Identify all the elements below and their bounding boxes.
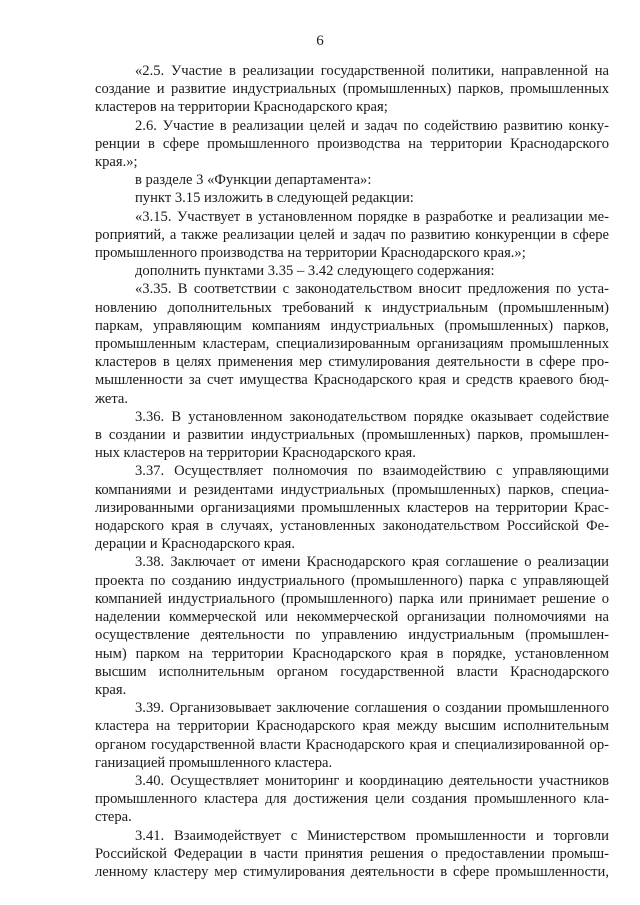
paragraph-line: 2.6. Участие в реализации целей и задач по содействию развитию конку- [135, 117, 609, 134]
paragraph-line: 3.38. Заключает от имени Краснодарского края соглашение о реализации [135, 554, 609, 571]
paragraph-line: кластеров на территории Краснодарского края; [95, 99, 388, 116]
paragraph-line: ных кластеров на территории Краснодарского края. [95, 445, 416, 462]
paragraph-line: промышленного производства на территории Краснодарского края.»; [95, 245, 526, 262]
paragraph-line: ренции в сфере промышленного производства на территории Краснодарского [95, 135, 609, 152]
paragraph [95, 827, 609, 882]
paragraph-line: «3.15. Участвует в установленном порядке в разработке и реализации ме- [135, 208, 609, 225]
document-body [95, 62, 609, 881]
paragraph [95, 462, 609, 553]
paragraph [95, 117, 609, 172]
paragraph-line: 3.39. Организовывает заключение соглашения о создании промышленного [135, 700, 609, 717]
paragraph-line: стера. [95, 809, 132, 826]
paragraph-line: лизированными организациями промышленных кластеров на территории Крас- [95, 499, 609, 516]
page-number: 6 [316, 33, 324, 49]
paragraph [95, 699, 609, 772]
paragraph-line: мышленности за счет имущества Краснодарского края и средств краевого бюд- [95, 372, 609, 389]
paragraph-line: Российской Федерации в части принятия решения о предоставлении промыш- [95, 845, 609, 862]
paragraph-line: ным) парком на территории Краснодарского края в порядке, установленном [95, 645, 609, 662]
paragraph-line: промышленного кластера для достижения цели создания промышленного кла- [95, 791, 609, 808]
paragraph-line: компанией индустриального (промышленного) парка или принимает решение о [95, 590, 609, 607]
paragraph-line: компаниями и резидентами индустриальных (промышленных) парков, специа- [95, 481, 609, 498]
paragraph [95, 280, 609, 407]
paragraph-line: «2.5. Участие в реализации государственной политики, направленной на [135, 63, 609, 79]
paragraph-line: осуществление деятельности по управлению индустриальным (промышлен- [95, 627, 609, 644]
paragraph-line: проекта по созданию индустриального (промышленного) парка с управляющей [95, 572, 609, 589]
paragraph-line: «3.35. В соответствии с законодательством вносит предложения по уста- [135, 281, 609, 298]
paragraph-line: нодарского края в случаях, установленных законодательством Российской Фе- [95, 518, 609, 535]
paragraph [95, 171, 609, 189]
paragraph-line: края.»; [95, 154, 138, 171]
paragraph-line: новлению дополнительных требований к индустриальным (промышленным) [95, 299, 609, 316]
paragraph [95, 408, 609, 463]
paragraph-line: 3.41. Взаимодействует с Министерством промышленности и торговли [135, 827, 609, 844]
paragraph-line: дерации и Краснодарского края. [95, 536, 296, 553]
paragraph [95, 62, 609, 117]
paragraph [95, 772, 609, 827]
paragraph [95, 189, 609, 207]
paragraph-line: дополнить пунктами 3.35 – 3.42 следующего содержания: [135, 263, 495, 280]
paragraph-line: ганизацией промышленного кластера. [95, 754, 333, 771]
paragraph-line: в создании и развитии индустриальных (промышленных) парков, промышлен- [95, 427, 609, 444]
paragraph [95, 553, 609, 699]
paragraph-line: паркам, управляющим компаниям индустриальных (промышленных) парков, [95, 317, 609, 334]
paragraph-line: края. [95, 681, 127, 698]
paragraph-line: 3.37. Осуществляет полномочия по взаимодействию с управляющими [135, 463, 609, 480]
paragraph-line: высшим исполнительным органом государственной власти Краснодарского [95, 663, 609, 680]
paragraph-line: жета. [95, 390, 129, 407]
paragraph-line: роприятий, а также реализации целей и задач по развитию конкуренции в сфере [95, 226, 609, 243]
paragraph-line: наделении коммерческой или некоммерческой организации полномочиями на [95, 609, 609, 626]
paragraph-line: пункт 3.15 изложить в следующей редакции: [135, 190, 414, 207]
paragraph [95, 208, 609, 263]
paragraph-line: промышленным кластерам, специализированным организациям промышленных [95, 336, 609, 353]
paragraph-line: кластера на территории Краснодарского края между высшим исполнительным [95, 718, 609, 735]
paragraph-line: органом государственной власти Краснодарского края и специализированной ор- [95, 736, 609, 753]
paragraph-line: 3.36. В установленном законодательством порядке оказывает содействие [135, 408, 609, 425]
paragraph-line: в разделе 3 «Функции департамента»: [135, 172, 372, 189]
paragraph-line: ленному кластеру мер стимулирования деятельности в сфере промышленности, [95, 863, 609, 880]
paragraph-line: 3.40. Осуществляет мониторинг и координацию деятельности участников [135, 772, 609, 789]
paragraph [95, 262, 609, 280]
paragraph-line: создание и развитие индустриальных (промышленных) парков, промышленных [95, 81, 609, 98]
paragraph-line: кластеров в целях применения мер стимулирования деятельности в сфере про- [95, 354, 609, 371]
